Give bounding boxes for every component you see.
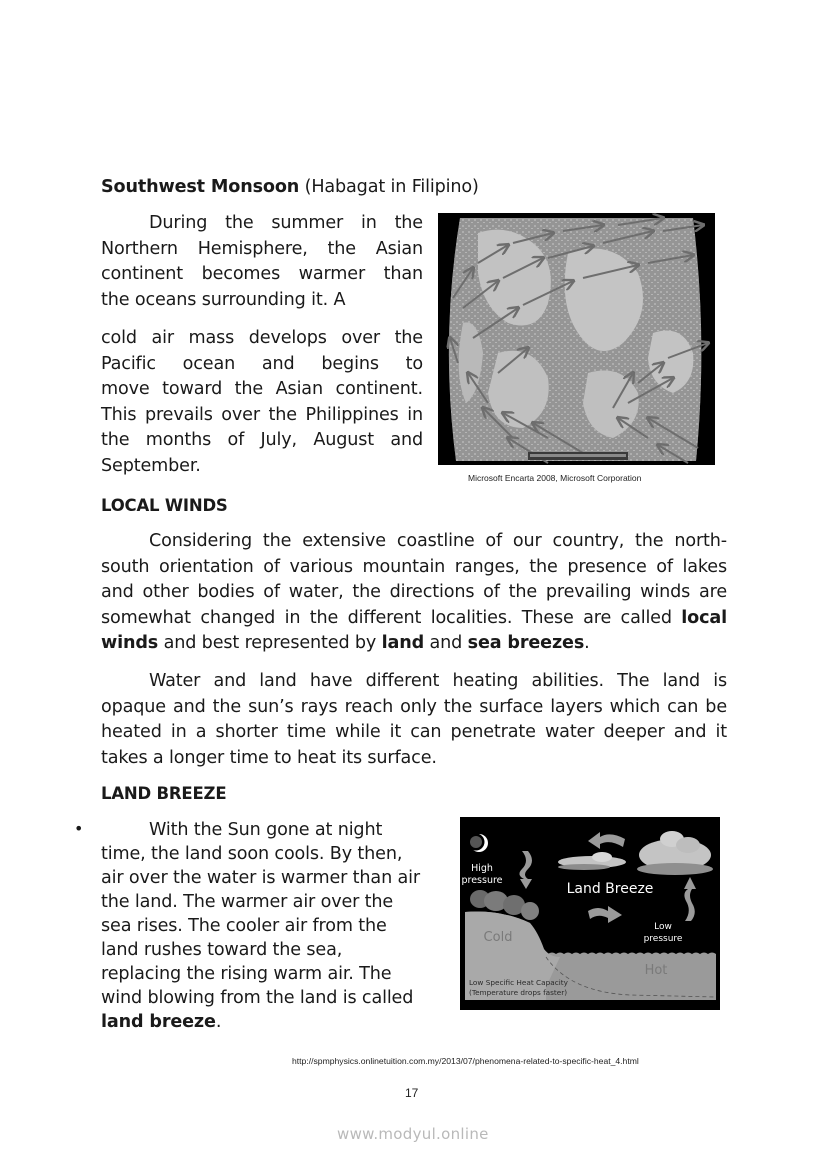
period: . bbox=[215, 1012, 222, 1032]
monsoon-map-image bbox=[438, 213, 715, 465]
big-cloud-icon bbox=[637, 831, 713, 875]
low-pressure-label-2: pressure bbox=[643, 934, 683, 944]
local-winds-term: local winds bbox=[101, 607, 727, 653]
southwest-monsoon-title-rest: (Habagat in Filipino) bbox=[299, 177, 479, 197]
text-line: sea rises. The cooler air from the bbox=[101, 916, 387, 936]
land-term: land bbox=[381, 633, 425, 653]
small-cloud-icon bbox=[558, 852, 626, 870]
high-pressure-label-2: pressure bbox=[461, 875, 503, 886]
moon-icon bbox=[468, 834, 489, 853]
text-line: the months of July, August and bbox=[101, 430, 423, 450]
upper-flow-arrow-icon bbox=[588, 832, 625, 849]
local-winds-heading: LOCAL WINDS bbox=[101, 496, 228, 515]
cold-label: Cold bbox=[483, 930, 513, 945]
local-winds-paragraph-2: Water and land have different heating abilities. The land is opaque and the sun’s rays reach only the surface layers which can be heated in a shorter time while it can penetrate water deeper and it takes a longer time to heat its surface. bbox=[101, 671, 727, 768]
text-line: replacing the rising warm air. The bbox=[101, 964, 392, 984]
text-line: cold air mass develops over the bbox=[101, 328, 423, 348]
local-winds-text: Considering the extensive coastline of our country, the north-south orientation of various mountain ranges, the presence of lakes and other bodies of water, the directions of the prevailing winds are somewhat changed in the different localities. These are called bbox=[101, 531, 727, 628]
land-breeze-paragraph bbox=[101, 818, 446, 1034]
southwest-monsoon-title-bold: Southwest Monsoon bbox=[101, 177, 300, 197]
text-line: During the summer in the bbox=[149, 213, 423, 233]
southwest-monsoon-title bbox=[101, 175, 521, 201]
text-line: Northern Hemisphere, the Asian bbox=[101, 238, 423, 259]
text-line: continent becomes warmer than bbox=[101, 264, 423, 284]
land-breeze-graphic bbox=[460, 817, 720, 1010]
rising-air-arrow-icon bbox=[684, 877, 696, 921]
local-winds-text: . bbox=[584, 633, 590, 653]
hot-label: Hot bbox=[644, 963, 668, 978]
sea-breezes-term: sea breezes bbox=[467, 633, 585, 653]
text-line: With the Sun gone at night bbox=[149, 820, 383, 840]
text-line: time, the land soon cools. By then, bbox=[101, 844, 403, 864]
map-caption: Microsoft Encarta 2008, Microsoft Corporation bbox=[468, 473, 642, 483]
high-pressure-label-1: High bbox=[471, 863, 493, 874]
text-line: wind blowing from the land is called bbox=[101, 988, 414, 1008]
text-line: the oceans surrounding it. A bbox=[101, 289, 346, 310]
text-line: land rushes toward the sea, bbox=[101, 940, 343, 960]
local-winds-text: and best represented by bbox=[158, 633, 382, 653]
source-url: http://spmphysics.onlinetuition.com.my/2013/07/phenomena-related-to-specific-heat_4.html bbox=[292, 1056, 639, 1066]
southwest-paragraph-1 bbox=[101, 211, 423, 313]
monsoon-map-graphic bbox=[438, 213, 715, 465]
text-line: September. bbox=[101, 455, 201, 476]
land-breeze-heading: LAND BREEZE bbox=[101, 784, 227, 803]
text-line: move toward the Asian continent. bbox=[101, 379, 423, 399]
local-winds-text: and bbox=[424, 633, 468, 653]
low-pressure-label-1: Low bbox=[654, 922, 672, 932]
text-line: This prevails over the Philippines in bbox=[101, 404, 423, 425]
sinking-air-arrow-icon bbox=[519, 851, 532, 889]
text-line bbox=[101, 1010, 446, 1034]
page-number: 17 bbox=[405, 1086, 419, 1100]
land-breeze-term: land breeze bbox=[101, 1012, 216, 1032]
text-line: air over the water is warmer than air bbox=[101, 868, 420, 888]
diagram-title: Land Breeze bbox=[566, 881, 654, 897]
land-breeze-diagram bbox=[460, 817, 720, 1010]
southwest-paragraph-2 bbox=[101, 326, 423, 479]
bullet-marker: • bbox=[74, 819, 84, 838]
local-winds-paragraph-1 bbox=[101, 529, 727, 657]
text-line: Pacific ocean and begins to bbox=[101, 353, 423, 374]
text-line: the land. The warmer air over the bbox=[101, 892, 394, 912]
watermark: www.modyul.online bbox=[337, 1125, 489, 1143]
heat-capacity-note-1: Low Specific Heat Capacity bbox=[469, 978, 568, 987]
heat-capacity-note-2: (Temperature drops faster) bbox=[469, 988, 568, 997]
surface-flow-arrow-icon bbox=[588, 906, 622, 923]
